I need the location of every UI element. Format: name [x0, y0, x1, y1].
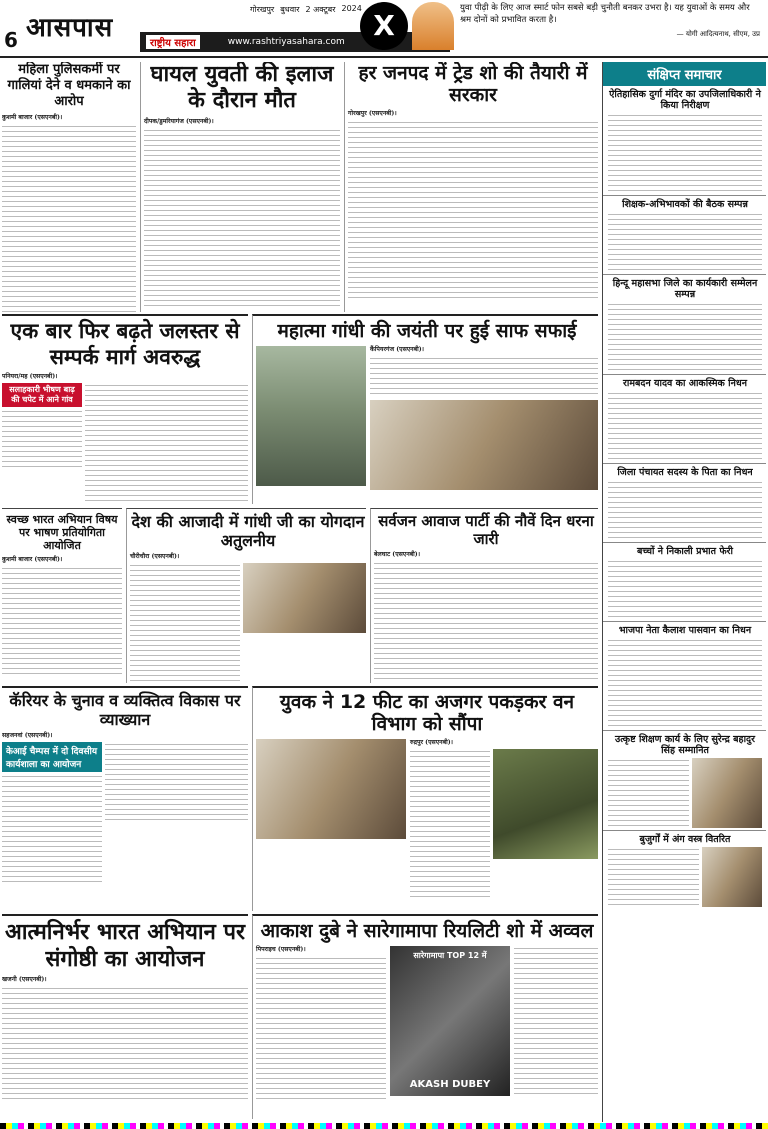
brief-title: रामबदन यादव का आकस्मिक निधन [622, 378, 748, 389]
flood-photo [256, 346, 366, 486]
dateline: कुशमी बाजार (एसएनबी)। [2, 556, 63, 563]
body-text [374, 561, 598, 683]
story-trade-show [344, 62, 598, 312]
headline: महात्मा गांधी की जयंती पर हुई साफ सफाई [277, 320, 577, 342]
body-text [256, 956, 386, 1101]
body-text [2, 986, 248, 1101]
quote-box [460, 2, 760, 40]
cleanliness-photo [370, 400, 598, 490]
brief-item [603, 731, 766, 831]
brief-item [603, 86, 766, 196]
dateline: पिपराइच (एसएनबी)। [256, 946, 306, 953]
body-text [608, 758, 689, 828]
dateline: चौरीचौरा (एसएनबी)। [130, 553, 180, 560]
date-year: 2024 [341, 4, 362, 13]
section-title: आसपास [26, 13, 114, 43]
body-text [514, 946, 598, 1096]
body-text [130, 563, 240, 683]
body-text [608, 638, 762, 728]
brief-title: ऐतिहासिक दुर्गा मंदिर का उपजिलाधिकारी ने किया निरीक्षण [609, 89, 761, 111]
body-text [2, 566, 122, 676]
story-python [252, 686, 598, 911]
headline: एक बार फिर बढ़ते जलस्तर से सम्पर्क मार्ग अवरुद्ध [10, 319, 240, 369]
headline: आकाश दुबे ने सारेगामापा रियलिटी शो में अव्वल [260, 920, 594, 942]
headline: आत्मनिर्भर भारत अभियान पर संगोष्ठी का आयोजन [4, 920, 245, 972]
story-flood [2, 314, 248, 504]
masthead [0, 0, 768, 58]
story-reality-show [252, 914, 598, 1119]
body-text [105, 742, 248, 822]
dateline: गोरखपुर (एसएनबी)। [348, 110, 397, 117]
story-atmanirbhar [2, 914, 248, 1119]
sidebar-title: संक्षिप्त समाचार [603, 62, 766, 86]
headline: हर जनपद में ट्रेड शो की तैयारी में सरकार [358, 62, 588, 106]
python-photo [493, 749, 598, 859]
brief-item [603, 831, 766, 909]
dateline: कुशमी बाजार (एसएनबी)। [2, 114, 63, 121]
dateline: रुद्रपुर (एसएनबी)। [410, 739, 453, 746]
brief-item [603, 622, 766, 731]
dateline: कैंपियरगंज (एसएनबी)। [370, 346, 425, 353]
dateline: दीपक/डुमरियागंज (एसएनबी)। [144, 118, 214, 125]
date-month: 2 अक्टूबर [305, 5, 336, 14]
brief-title: उत्कृष्ट शिक्षण कार्य के लिए सुरेन्द्र बहादुर सिंह सम्मानित [615, 734, 755, 756]
workshop-box: केआई चैम्पस में दो दिवसीय कार्यशाला का आयोजन [2, 742, 102, 772]
page-number: 6 [4, 28, 18, 52]
dateline: बेलघाट (एसएनबी)। [374, 551, 421, 558]
body-text [2, 124, 136, 312]
x-logo-icon: X [360, 2, 408, 50]
headline: कॅरियर के चुनाव व व्यक्तित्व विकास पर व्याख्यान [9, 691, 241, 729]
dateline: पनियरा/मह (एसएनबी)। [2, 373, 58, 380]
body-text [608, 113, 762, 193]
headline: स्वच्छ भारत अभियान विषय पर भाषण प्रतियोगिता आयोजित [6, 513, 118, 552]
headline: महिला पुलिसकर्मी पर गालियां देने व धमकाने का आरोप [7, 62, 131, 109]
brief-title: जिला पंचायत सदस्य के पिता का निधन [617, 467, 753, 478]
show-banner: सारेगामापा TOP 12 में [413, 951, 487, 960]
body-text [410, 749, 490, 899]
headline: सर्वजन आवाज पार्टी की नौवें दिन धरना जारी [378, 512, 594, 548]
dateline: सहजनवां (एसएनबी)। [2, 732, 53, 739]
story-all-party [370, 508, 598, 683]
brief-title: शिक्षक-अभिभावकों की बैठक सम्पन्न [622, 199, 748, 210]
body-text [608, 480, 762, 540]
brief-title: हिन्दू महासभा जिले का कार्यकारी सम्मेलन सम्पन्न [612, 278, 758, 300]
brief-title: बच्चों ने निकाली प्रभात फेरी [636, 546, 734, 557]
story-gandhi-cleanliness [252, 314, 598, 504]
body-text [144, 128, 340, 308]
brief-item [603, 543, 766, 622]
quote-text: युवा पीढ़ी के लिए आज स्मार्ट फोन सबसे बड़ी चुनौती बनकर उभरा है। यह युवाओं के समय और श्रम दोनों को प्रभावित करता है। [460, 3, 750, 25]
brief-title: भाजपा नेता कैलाश पासवान का निधन [618, 625, 752, 636]
story-gandhi-contribution [126, 508, 366, 683]
body-text [85, 383, 248, 503]
brief-item [603, 275, 766, 375]
body-text [608, 559, 762, 619]
headline: घायल युवती की इलाज के दौरान मौत [150, 62, 334, 113]
distribution-photo [702, 847, 762, 907]
story-career [2, 686, 248, 911]
singer-photo [390, 946, 510, 1096]
body-text [608, 391, 762, 461]
brief-item [603, 375, 766, 464]
headline: युवक ने 12 फीट का अजगर पकड़कर वन विभाग को सौंपा [279, 691, 575, 735]
date-day: बुधवार [280, 5, 300, 14]
story-woman-cop [2, 62, 136, 312]
quote-portrait [412, 2, 454, 50]
news-brief-sidebar [602, 62, 766, 1122]
quote-attribution: — योगी आदित्यनाथ, सीएम, उप्र [676, 30, 760, 38]
body-text [608, 212, 762, 272]
brief-title: बुजुर्गों में अंग वस्त्र वितरित [639, 834, 731, 845]
brief-item [603, 464, 766, 543]
story-swachh-bharat [2, 508, 122, 683]
story-injured-girl [140, 62, 340, 312]
body-text [348, 120, 598, 300]
print-color-bar [0, 1123, 768, 1129]
headline: देश की आजादी में गांधी जी का योगदान अतुलनीय [131, 512, 365, 550]
dateline: खजनी (एसएनबी)। [2, 976, 47, 983]
website-url[interactable]: www.rashtriyasahara.com [227, 37, 345, 47]
brand-logo: राष्ट्रीय सहारा [146, 35, 200, 49]
body-text [608, 847, 699, 907]
date-line [250, 4, 362, 15]
seminar-photo [243, 563, 366, 633]
body-text [2, 409, 82, 469]
brief-item [603, 196, 766, 275]
lecture-photo [256, 739, 406, 839]
body-text [2, 774, 102, 884]
award-photo [692, 758, 762, 828]
highlight-box: सलाहकारी भीषण बाढ़ की चपेट में आने गांव [2, 383, 82, 407]
body-text [608, 302, 762, 372]
body-text [370, 356, 598, 396]
date-city: गोरखपुर [250, 5, 275, 14]
singer-name: AKASH DUBEY [409, 1079, 491, 1090]
